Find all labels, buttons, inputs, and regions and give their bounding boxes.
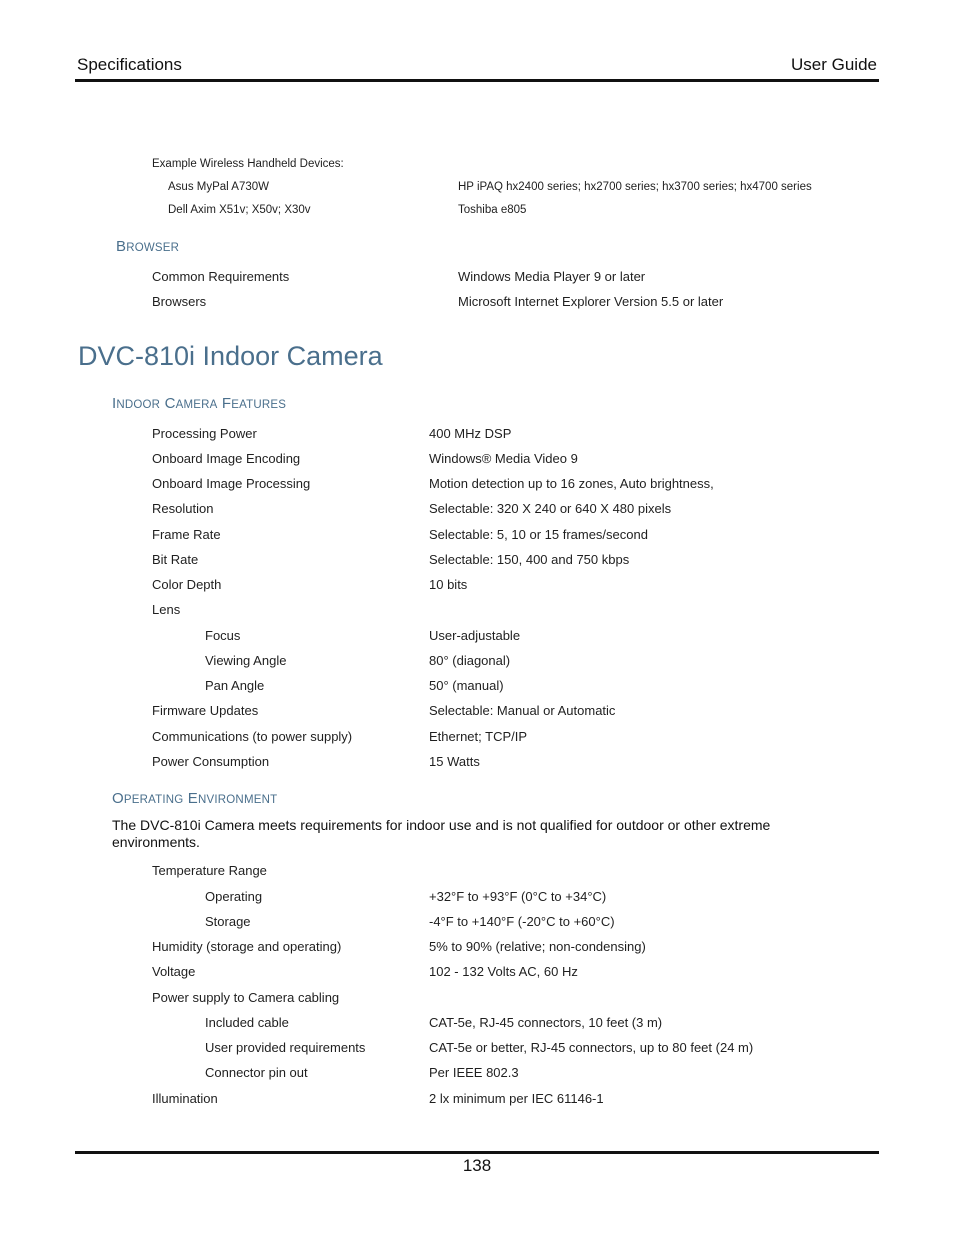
spec-sublabel: Pan Angle: [205, 678, 265, 693]
spec-sublabel: Included cable: [205, 1015, 289, 1030]
spec-label: Frame Rate: [152, 527, 221, 542]
spec-value: 50° (manual): [429, 678, 504, 693]
browser-heading: BROWSER: [116, 238, 180, 255]
spec-value: 10 bits: [429, 577, 468, 592]
spec-value: User-adjustable: [429, 628, 521, 643]
spec-value: CAT-5e or better, RJ-45 connectors, up to 80 feet (24 m): [429, 1040, 754, 1055]
spec-label: Lens: [152, 602, 181, 617]
spec-label: Onboard Image Processing: [152, 476, 311, 491]
spec-label: Temperature Range: [152, 863, 267, 878]
spec-value: CAT-5e, RJ-45 connectors, 10 feet (3 m): [429, 1015, 663, 1030]
spec-label: Communications (to power supply): [152, 729, 353, 744]
spec-value: 400 MHz DSP: [429, 426, 512, 441]
page-number: 138: [462, 1156, 492, 1175]
spec-value: Selectable: 320 X 240 or 640 X 480 pixels: [429, 501, 672, 516]
spec-sublabel: Storage: [205, 914, 251, 929]
spec-value: Motion detection up to 16 zones, Auto brightness,: [429, 476, 714, 491]
environment-heading: OPERATING ENVIRONMENT: [112, 790, 278, 807]
spec-label: Humidity (storage and operating): [152, 939, 342, 954]
spec-sublabel: Viewing Angle: [205, 653, 287, 668]
spec-value: Selectable: 5, 10 or 15 frames/second: [429, 527, 648, 542]
spec-sublabel: Operating: [205, 889, 263, 904]
footer-rule: [75, 1151, 879, 1154]
spec-label: Browsers: [152, 294, 207, 309]
spec-value: 2 lx minimum per IEC 61146-1: [429, 1091, 604, 1106]
spec-label: Power Consumption: [152, 754, 270, 769]
spec-label: Processing Power: [152, 426, 257, 441]
spec-label: Power supply to Camera cabling: [152, 990, 340, 1005]
spec-value: Ethernet; TCP/IP: [429, 729, 528, 744]
spec-value: Selectable: 150, 400 and 750 kbps: [429, 552, 630, 567]
spec-value: -4°F to +140°F (-20°C to +60°C): [429, 914, 615, 929]
device-item: Dell Axim X51v; X50v; X30v: [168, 204, 311, 216]
spec-value: Selectable: Manual or Automatic: [429, 703, 616, 718]
devices-heading: Example Wireless Handheld Devices:: [152, 158, 344, 170]
page-title: DVC-810i Indoor Camera: [78, 341, 383, 371]
header-section-title: Specifications: [77, 55, 182, 74]
spec-value: 102 - 132 Volts AC, 60 Hz: [429, 964, 578, 979]
spec-value: Windows® Media Video 9: [429, 451, 578, 466]
spec-value: Windows Media Player 9 or later: [458, 269, 646, 284]
spec-sublabel: Connector pin out: [205, 1065, 308, 1080]
spec-label: Firmware Updates: [152, 703, 259, 718]
device-item: Asus MyPal A730W: [168, 181, 269, 193]
spec-value: 5% to 90% (relative; non-condensing): [429, 939, 646, 954]
spec-label: Color Depth: [152, 577, 222, 592]
spec-label: Resolution: [152, 501, 214, 516]
spec-label: Onboard Image Encoding: [152, 451, 301, 466]
spec-value: +32°F to +93°F (0°C to +34°C): [429, 889, 607, 904]
spec-value: 80° (diagonal): [429, 653, 511, 668]
environment-paragraph: The DVC-810i Camera meets requirements for indoor use and is not qualified for outdoor or other extreme environments.: [112, 817, 771, 850]
device-item: Toshiba e805: [458, 204, 527, 216]
features-heading: INDOOR CAMERA FEATURES: [112, 395, 287, 412]
device-item: HP iPAQ hx2400 series; hx2700 series; hx3700 series; hx4700 series: [458, 181, 812, 193]
spec-label: Voltage: [152, 964, 196, 979]
header-guide-title: User Guide: [791, 55, 877, 74]
spec-label: Bit Rate: [152, 552, 199, 567]
spec-sublabel: Focus: [205, 628, 241, 643]
spec-sublabel: User provided requirements: [205, 1040, 366, 1055]
spec-value: 15 Watts: [429, 754, 480, 769]
spec-value: Microsoft Internet Explorer Version 5.5 or later: [458, 294, 724, 309]
spec-label: Illumination: [152, 1091, 218, 1106]
header-rule: [75, 79, 879, 82]
spec-value: Per IEEE 802.3: [429, 1065, 519, 1080]
spec-label: Common Requirements: [152, 269, 290, 284]
